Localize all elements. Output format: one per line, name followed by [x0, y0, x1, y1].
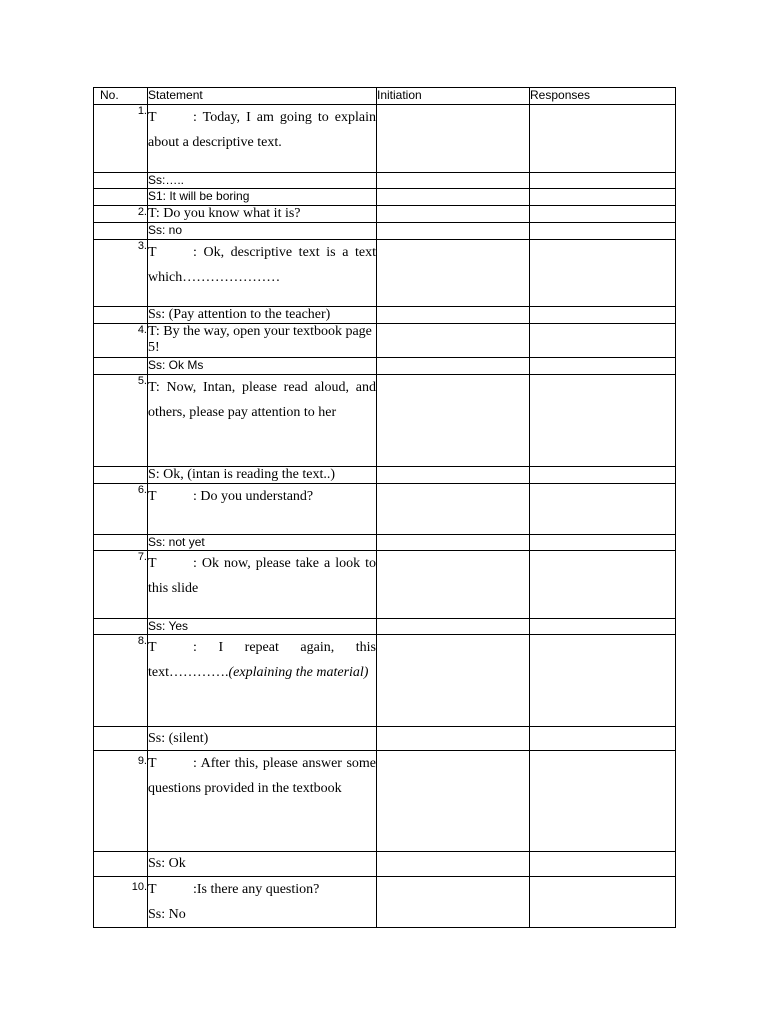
initiation-cell [377, 852, 530, 877]
initiation-cell [377, 173, 530, 189]
statement-reply: Ss: No [148, 907, 186, 922]
statement-text: Ss: no [148, 223, 377, 240]
row-number: 6. [94, 484, 148, 535]
responses-cell [530, 206, 676, 223]
initiation-cell [377, 189, 530, 206]
row-number-empty [94, 535, 148, 551]
speaker-label: T [148, 756, 157, 771]
row-number-empty [94, 727, 148, 751]
row-number: 7. [94, 551, 148, 619]
header-no: No. [94, 88, 148, 105]
statement-text: Ss: (silent) [148, 727, 377, 751]
statement-cell [148, 240, 377, 307]
initiation-cell [377, 206, 530, 223]
table-row [94, 223, 676, 240]
row-number-empty [94, 307, 148, 324]
speaker-label: T [148, 489, 157, 504]
table-row [94, 375, 676, 467]
responses-cell [530, 467, 676, 484]
initiation-cell [377, 877, 530, 928]
statement-text: : After this, please answer some questions provided in the textbook [148, 756, 376, 796]
responses-cell [530, 358, 676, 375]
responses-cell [530, 307, 676, 324]
row-number: 1. [94, 105, 148, 173]
speaker-label: T [148, 556, 157, 571]
row-number: 3. [94, 240, 148, 307]
initiation-cell [377, 375, 530, 467]
statement-text: S1: It will be boring [148, 189, 377, 206]
responses-cell [530, 240, 676, 307]
row-number-empty [94, 358, 148, 375]
row-number-empty [94, 467, 148, 484]
statement-text: Ss: Ok [148, 852, 377, 877]
statement-text: : Today, I am going to explain about a descriptive text. [148, 110, 376, 150]
table-row [94, 206, 676, 223]
statement-cell [148, 484, 377, 535]
responses-cell [530, 727, 676, 751]
speaker-label: T [148, 640, 157, 655]
responses-cell [530, 751, 676, 852]
table-row [94, 307, 676, 324]
statement-text: : I repeat again, this text…………. [148, 640, 376, 680]
statement-text: Ss: not yet [148, 535, 377, 551]
row-number-empty [94, 189, 148, 206]
header-initiation: Initiation [377, 88, 530, 105]
statement-text: : Ok now, please take a look to this slide [148, 556, 376, 596]
statement-cell [148, 105, 377, 173]
row-number: 10. [94, 877, 148, 928]
initiation-cell [377, 751, 530, 852]
initiation-cell [377, 240, 530, 307]
statement-cell [148, 635, 377, 727]
statement-text: :Is there any question? [193, 882, 320, 897]
table-row [94, 240, 676, 307]
table-row [94, 535, 676, 551]
initiation-cell [377, 223, 530, 240]
statement-text: S: Ok, (intan is reading the text..) [148, 467, 377, 484]
initiation-cell [377, 535, 530, 551]
statement-text: Ss:….. [148, 173, 377, 189]
initiation-cell [377, 105, 530, 173]
statement-text: : Ok, descriptive text is a text which………………… [148, 245, 376, 285]
responses-cell [530, 852, 676, 877]
initiation-cell [377, 635, 530, 727]
statement-text: Ss: Yes [148, 619, 377, 635]
row-number: 5. [94, 375, 148, 467]
initiation-cell [377, 551, 530, 619]
statement-cell [148, 551, 377, 619]
initiation-cell [377, 324, 530, 358]
table-row [94, 635, 676, 727]
responses-cell [530, 551, 676, 619]
responses-cell [530, 223, 676, 240]
statement-text: Ss: Ok Ms [148, 358, 377, 375]
statement-italic-note: (explaining the material) [228, 665, 369, 680]
header-statement: Statement [148, 88, 377, 105]
row-number-empty [94, 223, 148, 240]
initiation-cell [377, 619, 530, 635]
table-row [94, 189, 676, 206]
row-number: 9. [94, 751, 148, 852]
table-row [94, 751, 676, 852]
row-number-empty [94, 619, 148, 635]
initiation-cell [377, 467, 530, 484]
initiation-cell [377, 307, 530, 324]
responses-cell [530, 189, 676, 206]
table-row [94, 852, 676, 877]
initiation-cell [377, 358, 530, 375]
header-responses: Responses [530, 88, 676, 105]
responses-cell [530, 619, 676, 635]
speaker-label: T [148, 882, 157, 897]
table-row [94, 324, 676, 358]
row-number-empty [94, 852, 148, 877]
table-row [94, 105, 676, 173]
row-number: 8. [94, 635, 148, 727]
header-row [94, 88, 676, 105]
statement-text: T: Do you know what it is? [148, 206, 377, 223]
table-row [94, 551, 676, 619]
table-row [94, 484, 676, 535]
observation-table [93, 87, 676, 928]
responses-cell [530, 877, 676, 928]
initiation-cell [377, 727, 530, 751]
table-row [94, 619, 676, 635]
row-number: 4. [94, 324, 148, 358]
responses-cell [530, 105, 676, 173]
responses-cell [530, 484, 676, 535]
statement-text: Ss: (Pay attention to the teacher) [148, 307, 377, 324]
table-row [94, 173, 676, 189]
row-number: 2. [94, 206, 148, 223]
statement-text: : Do you understand? [193, 489, 314, 504]
responses-cell [530, 324, 676, 358]
responses-cell [530, 375, 676, 467]
initiation-cell [377, 484, 530, 535]
statement-cell [148, 877, 377, 928]
speaker-label: T [148, 245, 157, 260]
responses-cell [530, 635, 676, 727]
table-row [94, 467, 676, 484]
speaker-label: T [148, 110, 157, 125]
statement-cell [148, 751, 377, 852]
row-number-empty [94, 173, 148, 189]
statement-text: T: By the way, open your textbook page 5! [148, 324, 377, 358]
table-row [94, 358, 676, 375]
table-row [94, 877, 676, 928]
statement-text: T: Now, Intan, please read aloud, and others, please pay attention to her [148, 375, 377, 467]
responses-cell [530, 173, 676, 189]
responses-cell [530, 535, 676, 551]
table-row [94, 727, 676, 751]
